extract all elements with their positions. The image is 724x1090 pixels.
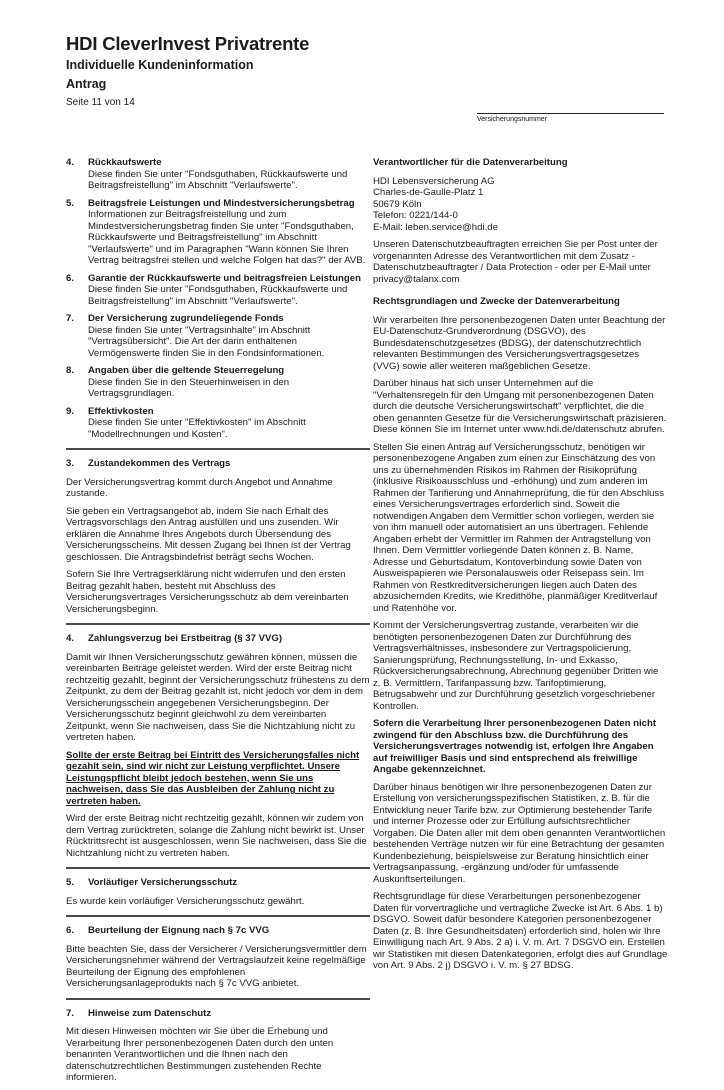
left-column xyxy=(66,157,370,1090)
document-header xyxy=(66,34,309,108)
section-title: Hinweise zum Datenschutz xyxy=(88,1007,212,1019)
section-paragraph: Sie geben ein Vertragsangebot ab, indem Sie nach Erhalt des Vertragsvorschlags den Antrag ausfüllen und uns zusenden. Wir erklären die Annahme Ihres Angebots durch Übersendung des Versicherungsscheins. Mit dessen Zugang bei Ihnen ist der Vertrag geschlossen. Die Antragsbindefrist beträgt sechs Wochen. xyxy=(66,505,351,563)
section-paragraph: Damit wir Ihnen Versicherungsschutz gewähren können, müssen die vereinbarten Beiträge geleistet werden. Wird der erste Beitrag nicht rechtzeitig gezahlt, beginnt der Versicherungsschutz frühestens zu dem Zeitpunkt, zu dem der Beitrag gezahlt ist, nicht jedoch vor dem in dem Versicherungsschein angegebenen Versicherungsbeginn. Der Versicherungsschutz beginnt gleichwohl zu dem vereinbarten Zeitpunkt, wenn Sie nachweisen, dass Sie die Nichtzahlung nicht zu vertreten haben. xyxy=(66,651,370,743)
section-heading xyxy=(66,633,370,645)
right-section-address-line: Charles-de-Gaulle-Platz 1 xyxy=(373,187,484,198)
list-item-title: Effektivkosten xyxy=(88,405,154,417)
section-heading xyxy=(66,458,370,470)
list-item-title: Angaben über die geltende Steuerregelung xyxy=(88,365,285,376)
policy-number-label: Versicherungsnummer xyxy=(477,116,548,123)
list-item-number: 5. xyxy=(66,197,75,209)
right-section-address-line: HDI Lebensversicherung AG xyxy=(373,175,495,187)
page-number-indicator: Seite 11 von 14 xyxy=(66,97,135,109)
list-item-body xyxy=(88,406,370,441)
section-number: 7. xyxy=(66,1007,75,1019)
list-item-text: Diese finden Sie unter "Effektivkosten" im Abschnitt "Modellrechnungen und Kosten". xyxy=(88,417,306,440)
page-title: HDI CleverInvest Privatrente xyxy=(66,33,310,54)
list-item-body xyxy=(88,198,370,267)
section-number: 3. xyxy=(66,458,75,469)
list-item-text: Diese finden Sie unter "Vertragsinhalte" im Abschnitt "Vertragsübersicht". Die Art der darin enthaltenen Vermögenswerte finden Sie in den Fondsinformationen. xyxy=(88,324,325,359)
document-type-label: Antrag xyxy=(66,77,107,92)
section-divider xyxy=(66,623,370,625)
right-section-address-line: 50679 Köln xyxy=(373,198,422,210)
section-paragraph: Sollte der erste Beitrag bei Eintritt des Versicherungsfalles nicht gezahlt sein, sind wir nicht zur Leistung verpflichtet. Unsere Leistungspflicht bleibt jedoch bestehen, wenn Sie uns nachweisen, dass Sie das Ausbleiben der Zahlung nicht zu vertreten haben. xyxy=(66,749,360,807)
list-item-body xyxy=(88,157,370,192)
section-paragraph: Mit diesen Hinweisen möchten wir Sie über die Erhebung und Verarbeitung Ihrer personenbezogenen Daten durch den unten benannten Verantwortlichen und die Ihnen nach den datenschutzrechtlichen Bestimmungen zustehenden Rechte informieren. xyxy=(66,1026,334,1083)
list-item-body xyxy=(88,313,370,359)
section-title: Beurteilung der Eignung nach § 7c VVG xyxy=(88,925,270,936)
right-section-paragraph: Wir verarbeiten Ihre personenbezogenen Daten unter Beachtung der EU-Datenschutz-Grundverordnung (DSGVO), des Bundesdatenschutzgesetzes (BDSG), der datenschutzrechtlich relevanten Bestimmungen des Versicherungsvertragsgesetzes (VVG) sowie aller weiteren maßgeblichen Gesetze. xyxy=(373,314,666,372)
list-item-title: Der Versicherung zugrundeliegende Fonds xyxy=(88,313,284,324)
right-section-paragraph: Sofern die Verarbeitung Ihrer personenbezogenen Daten nicht zwingend für den Abschluss bzw. die Durchführung des Versicherungsvertrages notwendig ist, erfolgen Ihre Angaben auf freiwilliger Basis und sind entsprechend als freiwillige Angabe gekennzeichnet. xyxy=(373,718,657,775)
right-section-paragraph: Unseren Datenschutzbeauftragten erreichen Sie per Post unter der vorgenannten Adresse des Verantwortlichen mit dem Zusatz - Datenschutzbeauftragter / Data Protection - oder per E-Mail unter privacy@talanx.com xyxy=(373,239,658,285)
policy-number-blank-line[interactable] xyxy=(477,113,664,114)
section-title: Zustandekommen des Vertrags xyxy=(88,458,231,469)
list-item-title: Garantie der Rückkaufswerte und beitragsfreien Leistungen xyxy=(88,272,361,284)
right-section-paragraph: Darüber hinaus hat sich unser Unternehmen auf die "Verhaltensregeln für den Umgang mit personenbezogenen Daten durch die deutsche Versicherungswirtschaft" verpflichtet, die die oben genannten Gesetze für die Versicherungswirtschaft präzisieren. Diese können Sie im Internet unter www.hdi.de/datenschutz abrufen. xyxy=(373,378,667,435)
list-item xyxy=(66,406,370,441)
section-divider xyxy=(66,915,370,917)
list-item xyxy=(66,365,370,400)
section-number: 5. xyxy=(66,877,75,888)
section-divider xyxy=(66,998,370,1000)
right-section-address-line: Telefon: 0221/144-0 xyxy=(373,210,458,221)
right-column xyxy=(373,157,668,978)
list-item-title: Rückkaufswerte xyxy=(88,157,162,168)
section-number: 6. xyxy=(66,925,75,936)
section-divider xyxy=(66,448,370,450)
list-item-text: Informationen zur Beitragsfreistellung und zum Mindestversicherungsbetrag finden Sie unter "Fondsguthaben, Rückkaufswerte und Beitragsfreistellung" im Abschnitt "Verlaufswerte" und im Paragraphen "Wann können Sie Ihren Vertrag beitragsfrei stellen und welche Folgen hat das?" der AVB. xyxy=(88,209,366,266)
list-item-text: Diese finden Sie unter "Fondsguthaben, Rückkaufswerte und Beitragsfreistellung" im Abschnitt "Verlaufswerte". xyxy=(88,168,348,191)
right-section-heading: Rechtsgrundlagen und Zwecke der Datenverarbeitung xyxy=(373,296,620,307)
section-heading xyxy=(66,877,370,889)
section-heading xyxy=(66,1008,370,1020)
list-item-number: 4. xyxy=(66,157,75,168)
list-item xyxy=(66,157,370,192)
policy-number-field[interactable] xyxy=(477,113,664,123)
right-section-heading: Verantwortlicher für die Datenverarbeitung xyxy=(373,157,568,168)
right-section-address-line: E-Mail: leben.service@hdi.de xyxy=(373,221,498,233)
list-item-number: 9. xyxy=(66,405,75,417)
list-item-text: Diese finden Sie in den Steuerhinweisen in den Vertragsgrundlagen. xyxy=(88,376,290,399)
section-title: Vorläufiger Versicherungsschutz xyxy=(88,877,238,888)
list-item-number: 6. xyxy=(66,272,75,284)
section-title: Zahlungsverzug bei Erstbeitrag (§ 37 VVG) xyxy=(88,633,283,644)
list-item-text: Diese finden Sie unter "Fondsguthaben, Rückkaufswerte und Beitragsfreistellung" im Abschnitt "Verlaufswerte". xyxy=(88,284,348,307)
list-item-body xyxy=(88,273,370,308)
right-section-address-block xyxy=(373,176,668,234)
list-item-title: Beitragsfreie Leistungen und Mindestversicherungsbetrag xyxy=(88,197,355,209)
list-item-number: 8. xyxy=(66,365,75,376)
list-item xyxy=(66,198,370,267)
list-item xyxy=(66,313,370,359)
document-subtitle: Individuelle Kundeninformation xyxy=(66,58,254,73)
section-divider xyxy=(66,867,370,869)
right-section-paragraph: Rechtsgrundlage für diese Verarbeitungen personenbezogener Daten für vorvertragliche und vertragliche Zwecke ist Art. 6 Abs. 1 b) DSGVO. Soweit dafür besondere Kategorien personenbezogener Daten (z. B. Ihre Gesundheitsdaten) erforderlich sind, holen wir Ihre Einwilligung nach Art. 9 Abs. 2 a) i. V. m. Art. 7 DSGVO ein. Erstellen wir Statistiken mit diesen Datenkategorien, erfolgt dies auf Grundlage von Art. 9 Abs. 2 j) DSGVO i. V. m. § 27 BDSG. xyxy=(373,891,668,971)
section-paragraph: Sofern Sie Ihre Vertragserklärung nicht widerrufen und den ersten Beitrag gezahlt haben, besteht mit Abschluss des Versicherungsvertrages Versicherungsschutz ab dem vereinbarten Versicherungsbeginn. xyxy=(66,569,349,615)
section-number: 4. xyxy=(66,633,75,644)
list-item-body xyxy=(88,365,370,400)
section-paragraph: Bitte beachten Sie, dass der Versicherer / Versicherungsvermittler dem Versicherungsnehmer während der Vertragslaufzeit keine regelmäßige Beurteilung der Eignung des empfohlenen Versicherungsanlageprodukts nach § 7c VVG anbietet. xyxy=(66,943,367,989)
section-paragraph: Der Versicherungsvertrag kommt durch Angebot und Annahme zustande. xyxy=(66,476,333,499)
right-section-paragraph: Darüber hinaus benötigen wir Ihre personenbezogenen Daten zur Erstellung von versicherungsspezifischen Statistiken, z. B. für die Entwicklung neuer Tarife bzw. zur Optimierung bestehender Tarife und interner Prozesse oder zur Erfüllung aufsichtsrechtlicher Vorgaben. Die Daten aller mit dem oben genannten Verantwortlichen bestehenden Verträge nutzen wir für eine Betrachtung der gesamten Kundenbeziehung, beispielsweise zur Beratung hinsichtlich einer Vertragsanpassung, -ergänzung und/oder für umfassende Auskunftserteilungen. xyxy=(373,781,666,885)
right-section-paragraph: Stellen Sie einen Antrag auf Versicherungsschutz, benötigen wir personenbezogene Angaben zum einen zur Einschätzung des von uns zu übernehmenden Risikos im Rahmen der Risikoprüfung (inklusive Risikoausschluss und -erhöhung) und zum anderen im Rahmen der Tarifierung und Annahmeprüfung, die für den Abschluss eines Versicherungsvertrages erforderlich sind. Soweit die notwendigen Angaben dem Vermittler schon vorliegen, werden sie von ihm manuell oder automatisiert an uns übertragen. Fehlende Angaben erhebt der Vermittler im Rahmen der Antragstellung von Ihnen. Dem Vermittler vorliegende Daten können z. B. Name, Adresse und Geburtsdatum, Kontoverbindung sowie Daten von Ausweispapieren wie Personalausweis oder Reisepass sein. Im Rahmen von Restkreditversicherungen liegen auch Daten des abzusichernden Kredits, wie Kredithöhe, planmäßiger Kreditverlauf und Ratenhöhe vor. xyxy=(373,441,665,614)
list-item-number: 7. xyxy=(66,313,75,324)
list-item xyxy=(66,273,370,308)
section-heading xyxy=(66,925,370,937)
right-section-paragraph: Kommt der Versicherungsvertrag zustande, verarbeiten wir die benötigten personenbezogenen Daten zur Durchführung des Vertragsverhältnisses, insbesondere zur Vertragspolicierung, Sanierungsprüfung, Rechnungsstellung, In- und Exkasso, Rückversicherungsabrechnung, Abrechnung gegenüber Dritten wie z. B. Vermittlern, Tarifanpassung bzw. Tarifoptimierung, Betrugsabwehr und zur Durchführung gesetzlich vorgeschriebener Kontrollen. xyxy=(373,620,659,712)
section-paragraph: Es wurde kein vorläufiger Versicherungsschutz gewährt. xyxy=(66,895,305,907)
section-paragraph: Wird der erste Beitrag nicht rechtzeitig gezahlt, können wir zudem von dem Vertrag zurücktreten, solange die Zahlung nicht bewirkt ist. Unser Rücktrittsrecht ist ausgeschlossen, wenn Sie nachweisen, dass Sie die Nichtzahlung nicht zu vertreten haben. xyxy=(66,813,367,859)
